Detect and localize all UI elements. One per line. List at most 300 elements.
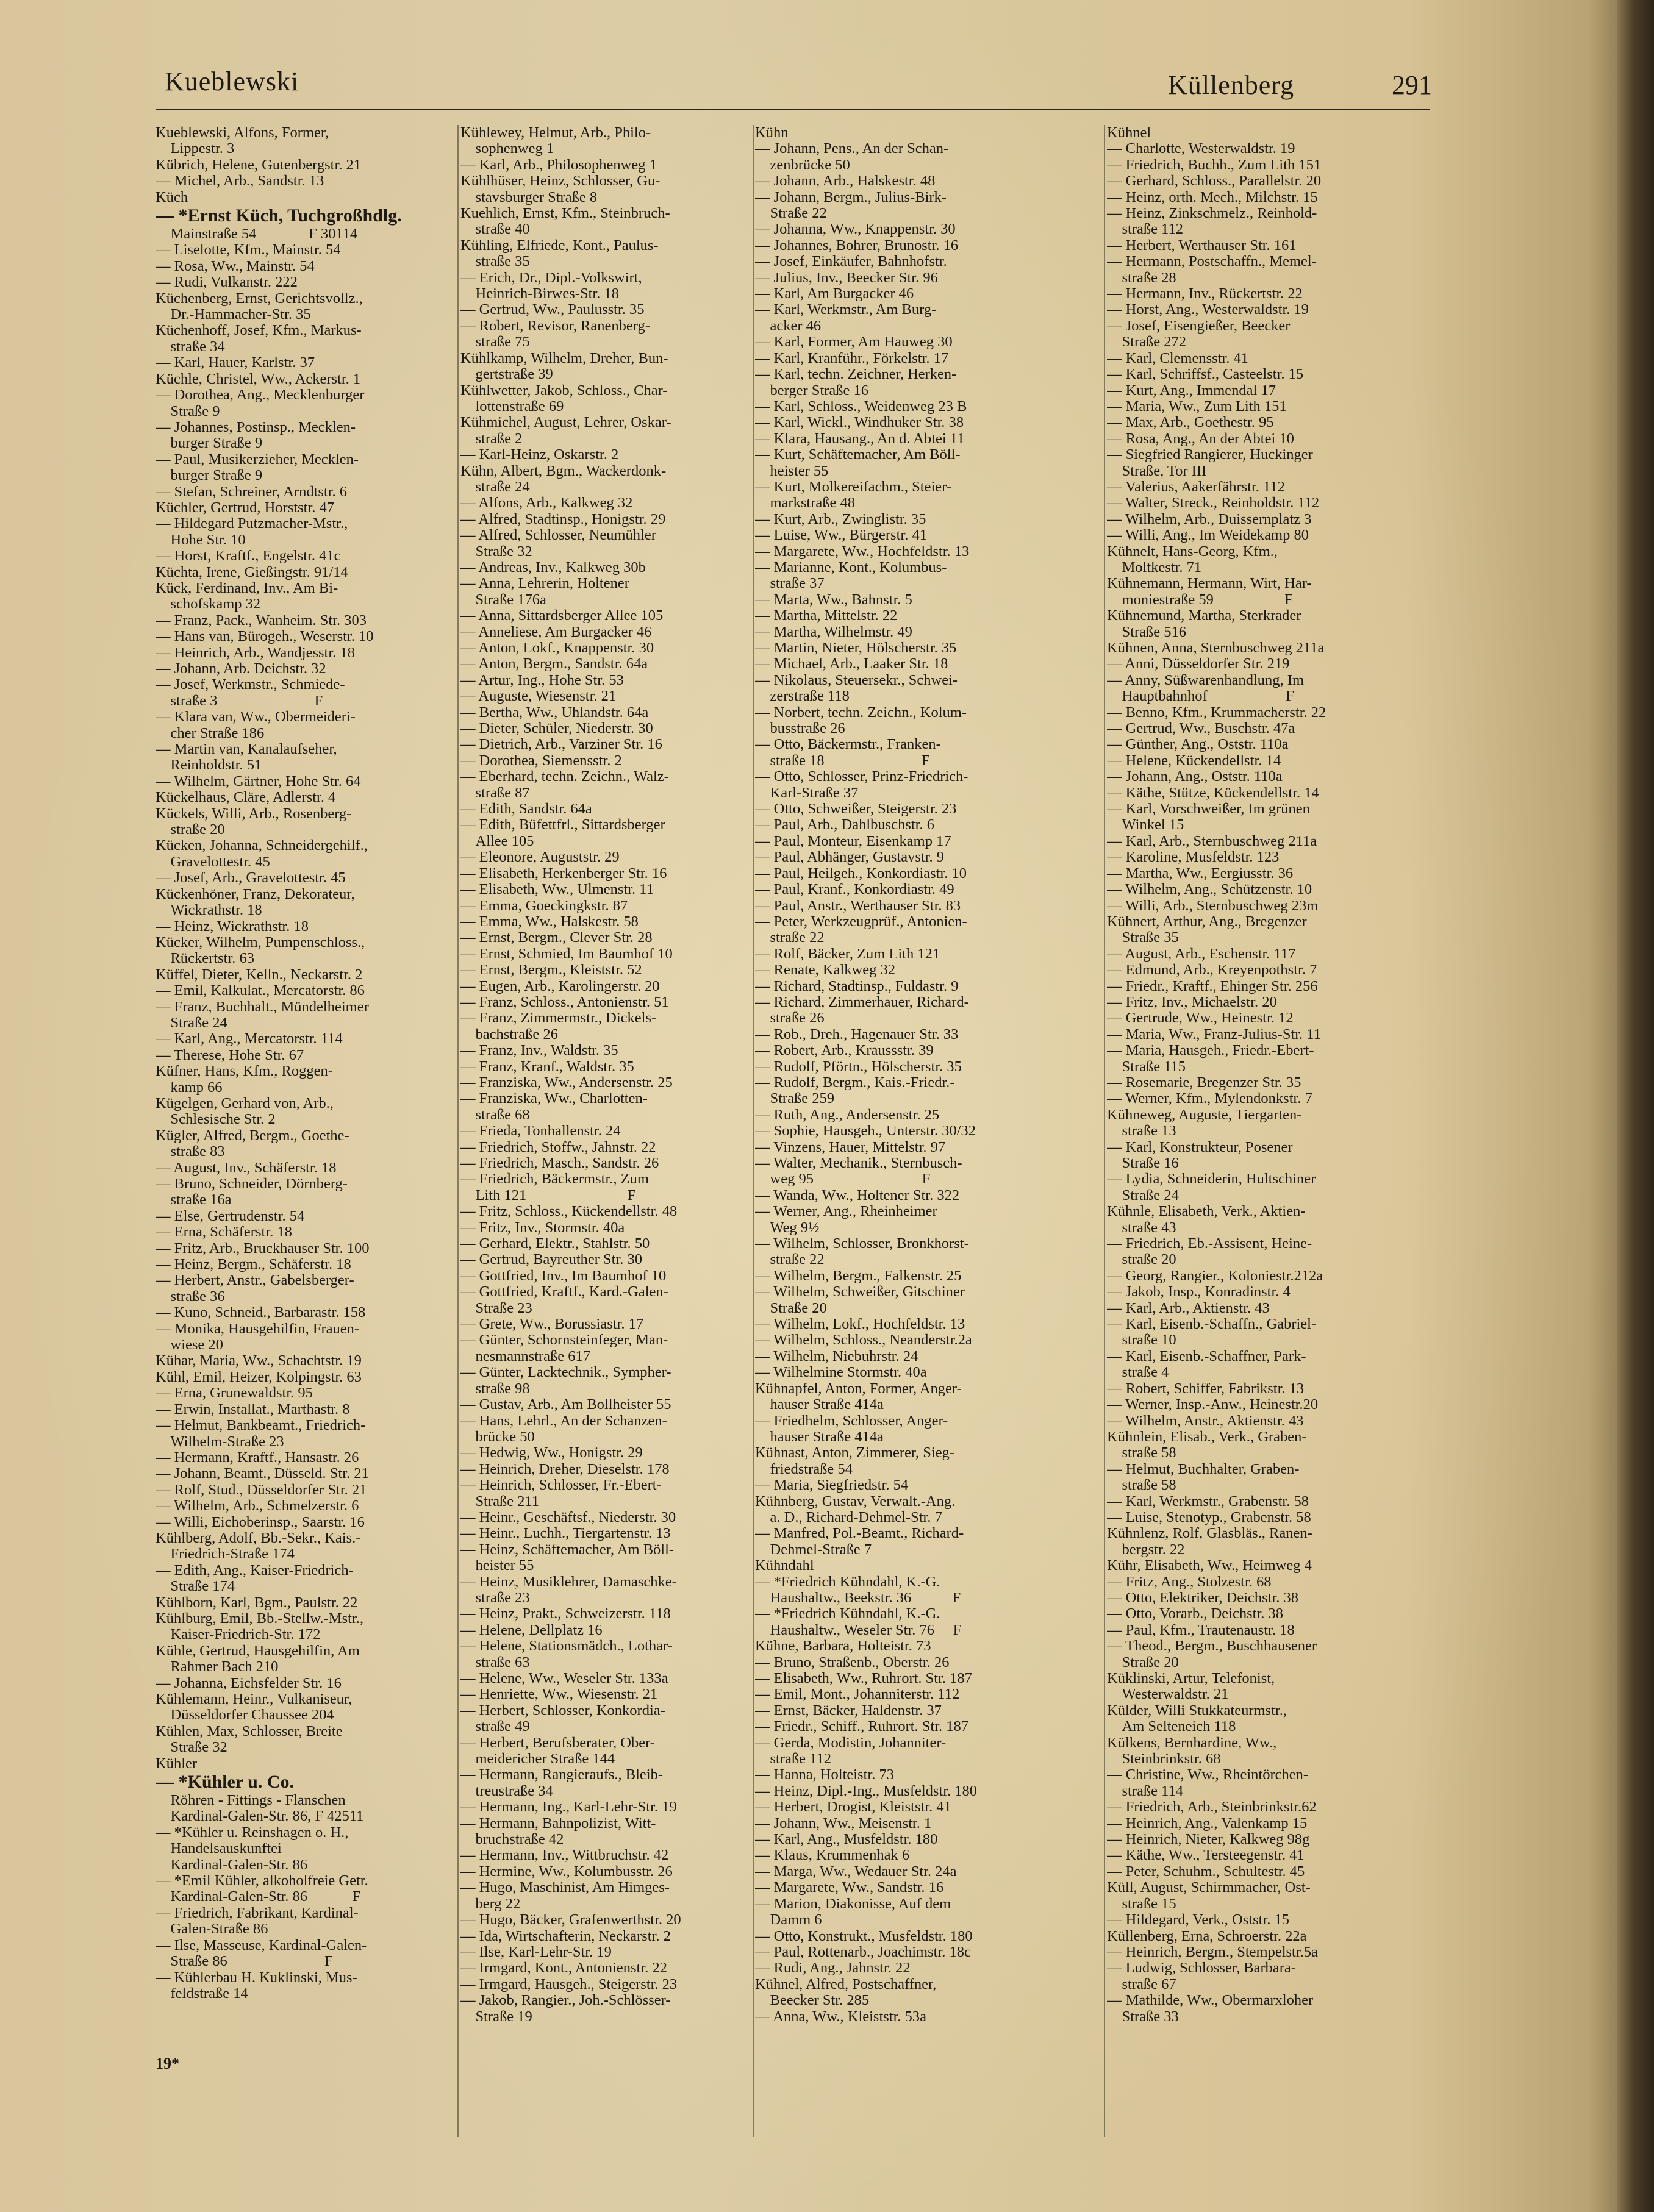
directory-entry-line: Hohe Str. 10	[156, 531, 246, 548]
directory-entry-line: — Heinz, Musiklehrer, Damaschke-	[460, 1573, 677, 1590]
directory-entry-line: straße 26	[755, 1010, 825, 1027]
directory-entry-line: — Käthe, Ww., Tersteegenstr. 41	[1107, 1847, 1305, 1864]
directory-entry-line: — Emil, Kalkulat., Mercatorstr. 86	[156, 982, 365, 999]
directory-entry-line: — Johann, Arb. Deichstr. 32	[156, 660, 326, 677]
directory-entry-line: Kühmichel, August, Lehrer, Oskar-	[460, 414, 671, 431]
directory-entry-line: — Erwin, Installat., Marthastr. 8	[156, 1400, 350, 1418]
directory-entry-line: — Frieda, Tonhallenstr. 24	[460, 1122, 621, 1140]
directory-entry-line: — Gerhard, Elektr., Stahlstr. 50	[460, 1235, 650, 1252]
directory-entry-line: — Ilse, Karl-Lehr-Str. 19	[460, 1943, 612, 1960]
directory-entry-line: — Gerhard, Schloss., Parallelstr. 20	[1107, 173, 1322, 190]
directory-entry-line: — Emil, Mont., Johanniterstr. 112	[755, 1686, 960, 1703]
directory-entry-line: — Friedhelm, Schlosser, Anger-	[755, 1412, 948, 1429]
directory-entry-line: — Paul, Musikerzieher, Mecklen-	[156, 451, 359, 468]
directory-entry-line: — Rob., Dreh., Hagenauer Str. 33	[755, 1026, 959, 1043]
directory-entry-line: — Friedrich, Eb.-Assisent, Heine-	[1107, 1235, 1312, 1252]
directory-entry-line: — Elisabeth, Ww., Ruhrort. Str. 187	[755, 1670, 972, 1686]
directory-entry-line: Kügler, Alfred, Bergm., Goethe-	[156, 1127, 349, 1144]
directory-entry-line: Kuehlich, Ernst, Kfm., Steinbruch-	[460, 205, 670, 222]
directory-entry-line: Straße 16	[1107, 1155, 1179, 1171]
directory-entry-line: — Maria, Siegfriedstr. 54	[755, 1477, 909, 1494]
directory-entry-line: — Wilhelm, Arb., Duissernplatz 3	[1107, 510, 1312, 527]
directory-entry-line: straße 49	[460, 1718, 530, 1735]
directory-entry-line: straße 18 F	[755, 752, 930, 769]
directory-entry-line: straße 58	[1107, 1444, 1176, 1461]
directory-entry-line: — *Emil Kühler, alkoholfreie Getr.	[156, 1872, 368, 1889]
directory-entry-line: — Helene, Kückendellstr. 14	[1107, 752, 1281, 769]
directory-entry-line: — Dieter, Schüler, Niederstr. 30	[460, 720, 653, 737]
directory-entry-line: — Karl, Kranführ., Förkelstr. 17	[755, 349, 949, 366]
directory-entry-line: — Karl, Hauer, Karlstr. 37	[156, 354, 315, 371]
directory-entry-line: Kübrich, Helene, Gutenbergstr. 21	[156, 156, 362, 173]
directory-entry-line: — Hermann, Ing., Karl-Lehr-Str. 19	[460, 1799, 677, 1816]
column-3	[755, 125, 1097, 2149]
directory-entry-line: Küchenberg, Ernst, Gerichtsvollz.,	[156, 290, 363, 307]
directory-entry-line: straße 68	[460, 1106, 530, 1123]
directory-entry-line: — Anton, Bergm., Sandstr. 64a	[460, 655, 648, 673]
directory-entry-line: Kückelhaus, Cläre, Adlerstr. 4	[156, 789, 336, 806]
directory-entry-line: Kühnelt, Hans-Georg, Kfm.,	[1107, 543, 1278, 560]
directory-entry-line: — Karl, Arb., Sternbuschweg 211a	[1107, 832, 1317, 849]
directory-entry-line: Straße 259	[755, 1090, 834, 1107]
directory-entry-line: — Karl, Eisenb.-Schaffn., Gabriel-	[1107, 1316, 1317, 1333]
directory-entry-line: — Rolf, Stud., Düsseldorfer Str. 21	[156, 1481, 367, 1498]
directory-entry-line: — Nikolaus, Steuersekr., Schwei-	[755, 671, 958, 688]
directory-entry-line: zerstraße 118	[755, 688, 850, 705]
directory-entry-line: Straße 115	[1107, 1058, 1186, 1075]
directory-entry-line: — Robert, Revisor, Ranenberg-	[460, 317, 650, 334]
directory-entry-line: — Josef, Arb., Gravelottestr. 45	[156, 869, 346, 887]
directory-entry-line: — Martin, Nieter, Hölscherstr. 35	[755, 640, 957, 656]
directory-entry-line: — Hugo, Maschinist, Am Himges-	[460, 1879, 670, 1896]
directory-entry-line: Straße 20	[755, 1299, 827, 1316]
directory-entry-line: — Karl, Schriffsf., Casteelstr. 15	[1107, 366, 1304, 383]
directory-entry-line: — Paul, Rottenarb., Joachimstr. 18c	[755, 1943, 971, 1960]
directory-entry-line: straße 24	[460, 478, 530, 495]
directory-entry-line: Allee 105	[460, 832, 534, 849]
directory-entry-line: — Gottfried, Kraftf., Kard.-Galen-	[460, 1283, 668, 1300]
directory-entry-line: — Herbert, Anstr., Gabelsberger-	[156, 1272, 354, 1289]
directory-entry-line: — Klaus, Krummenhak 6	[755, 1847, 910, 1864]
directory-entry-line: — Franziska, Ww., Charlotten-	[460, 1090, 648, 1107]
directory-entry-line: — Hildegard Putzmacher-Mstr.,	[156, 515, 348, 532]
directory-entry-line: — Heinrich, Schlosser, Fr.-Ebert-	[460, 1477, 662, 1494]
directory-entry-line: — Paul, Monteur, Eisenkamp 17	[755, 832, 951, 849]
directory-entry-line: Kühl, Emil, Heizer, Kolpingstr. 63	[156, 1368, 362, 1385]
directory-entry-line: Kühnlenz, Rolf, Glasbläs., Ranen-	[1107, 1525, 1312, 1542]
directory-entry-line: — Ludwig, Schlosser, Barbara-	[1107, 1960, 1296, 1977]
directory-entry-line: Küllenberg, Erna, Schroerstr. 22a	[1107, 1927, 1307, 1944]
directory-entry-line: — Wilhelm, Anstr., Aktienstr. 43	[1107, 1412, 1304, 1429]
directory-entry-line: — Karl, Vorschweißer, Im grünen	[1107, 801, 1310, 818]
directory-entry-line: Steinbrinkstr. 68	[1107, 1750, 1221, 1768]
directory-entry-line: — Eberhard, techn. Zeichn., Walz-	[460, 768, 669, 785]
directory-entry-line: Kühnapfel, Anton, Former, Anger-	[755, 1380, 962, 1397]
directory-entry-line: — Hugo, Bäcker, Grafenwerthstr. 20	[460, 1911, 681, 1928]
directory-entry-line: — Margarete, Ww., Hochfeldstr. 13	[755, 543, 970, 560]
directory-entry-line: — Erich, Dr., Dipl.-Volkswirt,	[460, 269, 642, 286]
directory-entry-line: — Hermann, Bahnpolizist, Witt-	[460, 1814, 656, 1832]
directory-entry-line: Kühlburg, Emil, Bb.-Stellw.-Mstr.,	[156, 1610, 363, 1627]
directory-entry-line: — Gottfried, Inv., Im Baumhof 10	[460, 1267, 667, 1284]
directory-entry-line: — Wilhelmine Stormstr. 40a	[755, 1364, 927, 1381]
directory-entry-line: — Henriette, Ww., Wiesenstr. 21	[460, 1686, 658, 1703]
directory-entry-line: — Anna, Lehrerin, Holtener	[460, 575, 629, 592]
directory-entry-line: — Wilhelm, Bergm., Falkenstr. 25	[755, 1267, 962, 1284]
directory-entry-line: straße 10	[1107, 1332, 1176, 1349]
directory-entry-line: — Herbert, Drogist, Kleiststr. 41	[755, 1799, 951, 1816]
directory-entry-line: — Charlotte, Westerwaldstr. 19	[1107, 140, 1295, 157]
directory-entry-line: — Heinrich, Bergm., Stempelstr.5a	[1107, 1943, 1318, 1960]
directory-entry-line: — Otto, Konstrukt., Musfeldstr. 180	[755, 1927, 973, 1944]
directory-entry-line: — Karl-Heinz, Oskarstr. 2	[460, 446, 619, 463]
directory-entry-line: — Walter, Mechanik., Sternbusch-	[755, 1155, 962, 1171]
directory-entry-line: — Karl, Ang., Mercatorstr. 114	[156, 1030, 343, 1047]
directory-entry-line: — Franz, Pack., Wanheim. Str. 303	[156, 612, 367, 629]
directory-entry-line: — Karl, Schloss., Weidenweg 23 B	[755, 398, 967, 415]
column-4	[1107, 125, 1448, 2149]
directory-entry-line: — Johann, Ang., Oststr. 110a	[1107, 768, 1283, 785]
directory-entry-line: — Lydia, Schneiderin, Hultschiner	[1107, 1171, 1316, 1188]
directory-entry-line: — Kurt, Ang., Immendal 17	[1107, 382, 1276, 399]
directory-entry-line: straße 58	[1107, 1477, 1176, 1494]
directory-entry-line: Kückels, Willi, Arb., Rosenberg-	[156, 805, 352, 822]
directory-entry-line: — Luise, Stenotyp., Grabenstr. 58	[1107, 1508, 1311, 1525]
directory-entry-line: — Ernst, Schmied, Im Baumhof 10	[460, 945, 673, 962]
directory-entry-line: — Heinz, Prakt., Schweizerstr. 118	[460, 1605, 671, 1622]
directory-entry-line: — Max, Arb., Goethestr. 95	[1107, 414, 1274, 431]
directory-entry-line: burger Straße 9	[156, 435, 263, 452]
directory-entry-line: — Luise, Ww., Bürgerstr. 41	[755, 527, 927, 544]
directory-entry-line: straße 63	[460, 1654, 530, 1671]
directory-entry-line: — Kurt, Molkereifachm., Steier-	[755, 478, 951, 495]
directory-entry-line: — Johann, Bergm., Julius-Birk-	[755, 188, 947, 205]
directory-entry-line: Kühnel	[1107, 125, 1151, 141]
directory-entry-line: a. D., Richard-Dehmel-Str. 7	[755, 1508, 942, 1525]
directory-entry-line: — Therese, Hohe Str. 67	[156, 1046, 304, 1063]
directory-entry-line: Kückenhöner, Franz, Dekorateur,	[156, 885, 355, 902]
directory-entry-line: — Valerius, Aakerfährstr. 112	[1107, 478, 1285, 495]
directory-entry-line: — Anneliese, Am Burgacker 46	[460, 623, 652, 640]
directory-entry-line: — Marianne, Kont., Kolumbus-	[755, 558, 947, 576]
directory-entry-line: — Hermann, Inv., Wittbruchstr. 42	[460, 1847, 669, 1864]
directory-entry-line: weg 95 F	[755, 1171, 931, 1188]
directory-entry-line: — Edith, Ang., Kaiser-Friedrich-	[156, 1561, 354, 1579]
directory-entry-line: Kühndahl	[755, 1557, 814, 1574]
directory-entry-line: — *Kühler u. Co.	[156, 1772, 294, 1793]
directory-entry-line: Haushaltw., Weseler Str. 76 F	[755, 1621, 962, 1638]
directory-entry-line: Kardinal-Galen-Str. 86, F 42511	[156, 1808, 364, 1825]
directory-entry-line: Külder, Willi Stukkateurmstr.,	[1107, 1702, 1287, 1719]
directory-entry-line: — Karl, Werkmstr., Am Burg-	[755, 301, 937, 318]
directory-entry-line: — Johanna, Ww., Knappenstr. 30	[755, 221, 956, 238]
directory-entry-line: Wickrathstr. 18	[156, 902, 262, 919]
directory-entry-line: straße 43	[1107, 1219, 1176, 1236]
directory-entry-line: gertstraße 39	[460, 366, 553, 383]
directory-entry-line: hauser Straße 414a	[755, 1428, 884, 1445]
directory-entry-line: — Werner, Ang., Rheinheimer	[755, 1203, 937, 1220]
directory-entry-line: straße 67	[1107, 1975, 1176, 1993]
directory-entry-line: — Karl, Werkmstr., Grabenstr. 58	[1107, 1493, 1309, 1510]
directory-entry-line: lottenstraße 69	[460, 398, 564, 415]
directory-entry-line: — Fritz, Schloss., Kückendellstr. 48	[460, 1203, 678, 1220]
column-divider	[1104, 125, 1105, 2137]
directory-entry-line: — Richard, Stadtinsp., Fuldastr. 9	[755, 977, 959, 994]
directory-entry-line: — Wilhelm, Arb., Schmelzerstr. 6	[156, 1497, 359, 1515]
directory-entry-line: Damm 6	[755, 1911, 822, 1928]
directory-entry-line: Kühnemund, Martha, Sterkrader	[1107, 607, 1301, 624]
directory-entry-line: straße 40	[460, 221, 530, 238]
directory-entry-line: — Otto, Schweißer, Steigerstr. 23	[755, 801, 957, 818]
directory-entry-line: Kücken, Johanna, Schneidergehilf.,	[156, 837, 368, 854]
directory-entry-line: — Anna, Sittardsberger Allee 105	[460, 607, 664, 624]
directory-entry-line: schofskamp 32	[156, 596, 261, 613]
directory-entry-line: — Ilse, Masseuse, Kardinal-Galen-	[156, 1936, 367, 1953]
directory-entry-line: — Emma, Ww., Halskestr. 58	[460, 913, 639, 930]
directory-entry-line: — Anna, Ww., Kleiststr. 53a	[755, 2008, 927, 2025]
directory-entry-line: — Gertrud, Bayreuther Str. 30	[460, 1251, 643, 1268]
directory-entry-line: — Else, Gertrudenstr. 54	[156, 1207, 305, 1224]
directory-entry-line: Kühling, Elfriede, Kont., Paulus-	[460, 237, 659, 254]
directory-entry-line: — Franziska, Ww., Andersenstr. 25	[460, 1074, 673, 1091]
directory-entry-line: stavsburger Straße 8	[460, 188, 598, 205]
directory-entry-line: Straße 272	[1107, 334, 1186, 351]
directory-entry-line: straße 36	[156, 1288, 225, 1305]
directory-entry-line: — Michel, Arb., Sandstr. 13	[156, 173, 324, 190]
directory-entry-line: — Herbert, Berufsberater, Ober-	[460, 1734, 655, 1751]
directory-entry-line: straße 98	[460, 1380, 530, 1397]
directory-entry-line: — Martin van, Kanalaufseher,	[156, 741, 337, 758]
directory-entry-line: — Franz, Buchhalt., Mündelheimer	[156, 998, 369, 1015]
directory-entry-line: — Paul, Anstr., Werthauser Str. 83	[755, 897, 961, 914]
directory-entry-line: — Renate, Kalkweg 32	[755, 962, 895, 979]
directory-entry-line: — Christine, Ww., Rheintörchen-	[1107, 1766, 1309, 1783]
directory-entry-line: — Maria, Ww., Zum Lith 151	[1107, 398, 1287, 415]
directory-entry-line: Galen-Straße 86	[156, 1921, 268, 1938]
directory-entry-line: — Willi, Ang., Im Weidekamp 80	[1107, 527, 1309, 544]
directory-entry-line: straße 13	[1107, 1122, 1176, 1140]
directory-entry-line: — Johann, Beamt., Düsseld. Str. 21	[156, 1465, 369, 1482]
directory-entry-line: — Friedrich, Buchh., Zum Lith 151	[1107, 156, 1322, 173]
directory-entry-line: straße 112	[1107, 221, 1183, 238]
directory-entry-line: Röhren - Fittings - Flanschen	[156, 1792, 346, 1809]
directory-entry-line: — Julius, Inv., Beecker Str. 96	[755, 269, 938, 286]
directory-entry-line: Friedrich-Straße 174	[156, 1546, 295, 1563]
directory-entry-line: — Helmut, Bankbeamt., Friedrich-	[156, 1417, 366, 1434]
directory-entry-line: — Klara van, Ww., Obermeideri-	[156, 708, 356, 726]
directory-entry-line: Kühneweg, Auguste, Tiergarten-	[1107, 1106, 1302, 1123]
directory-entry-line: Rahmer Bach 210	[156, 1658, 279, 1675]
directory-entry-line: — Heinrich, Dreher, Dieselstr. 178	[460, 1460, 670, 1477]
directory-entry-line: sophenweg 1	[460, 140, 554, 157]
directory-entry-line: — Heinz, Wickrathstr. 18	[156, 918, 309, 935]
directory-entry-line: — Johann, Arb., Halskestr. 48	[755, 173, 936, 190]
directory-entry-line: — Gertrud, Ww., Buschstr. 47a	[1107, 720, 1295, 737]
directory-entry-line: Kühlwetter, Jakob, Schloss., Char-	[460, 382, 668, 399]
directory-entry-line: — Johanna, Eichsfelder Str. 16	[156, 1674, 342, 1691]
directory-entry-line: Am Selteneich 118	[1107, 1718, 1236, 1735]
directory-entry-line: — Heinz, orth. Mech., Milchstr. 15	[1107, 188, 1318, 205]
directory-entry-line: straße 20	[1107, 1251, 1176, 1268]
directory-entry-line: — Hanna, Holteistr. 73	[755, 1766, 894, 1783]
directory-entry-line: — Karl, techn. Zeichner, Herken-	[755, 366, 957, 383]
directory-entry-line: — Johannes, Postinsp., Mecklen-	[156, 418, 356, 435]
directory-entry-line: Straße 9	[156, 402, 220, 419]
directory-entry-line: Gravelottestr. 45	[156, 853, 270, 870]
directory-entry-line: Kühnle, Elisabeth, Verk., Aktien-	[1107, 1203, 1306, 1220]
directory-entry-line: — Jakob, Insp., Konradinstr. 4	[1107, 1283, 1291, 1300]
directory-entry-line: Küch	[156, 188, 188, 205]
directory-entry-line: — Werner, Insp.-Anw., Heinestr.20	[1107, 1396, 1319, 1413]
directory-entry-line: heister 55	[460, 1557, 534, 1574]
directory-entry-line: — Helene, Ww., Weseler Str. 133a	[460, 1670, 668, 1686]
directory-entry-line: — Friedrich, Fabrikant, Kardinal-	[156, 1904, 359, 1921]
directory-entry-line: — *Ernst Küch, Tuchgroßhdlg.	[156, 205, 402, 226]
directory-entry-line: burger Straße 9	[156, 467, 263, 484]
directory-entry-line: Mainstraße 54 F 30114	[156, 226, 358, 243]
directory-entry-line: — Rolf, Bäcker, Zum Lith 121	[755, 945, 940, 962]
directory-entry-line: straße 15	[1107, 1895, 1176, 1912]
directory-entry-line: — Heinr., Geschäftsf., Niederstr. 30	[460, 1508, 676, 1525]
directory-entry-line: — Kurt, Arb., Zwinglistr. 35	[755, 510, 926, 527]
directory-entry-line: Straße 32	[460, 543, 532, 560]
directory-entry-line: meidericher Straße 144	[460, 1750, 615, 1768]
directory-entry-line: — Rosa, Ww., Mainstr. 54	[156, 257, 315, 274]
directory-entry-line: zenbrücke 50	[755, 156, 850, 173]
directory-entry-line: — Elisabeth, Herkenberger Str. 16	[460, 865, 667, 882]
directory-entry-line: — Bruno, Straßenb., Oberstr. 26	[755, 1654, 950, 1671]
directory-entry-line: Westerwaldstr. 21	[1107, 1686, 1229, 1703]
directory-entry-line: — Rosemarie, Bregenzer Str. 35	[1107, 1074, 1301, 1091]
directory-entry-line: — Edith, Sandstr. 64a	[460, 801, 592, 818]
directory-entry-line: — Sophie, Hausgeh., Unterstr. 30/32	[755, 1122, 976, 1140]
directory-entry-line: — Anni, Düsseldorfer Str. 219	[1107, 655, 1290, 673]
directory-entry-line: — Fritz, Inv., Michaelstr. 20	[1107, 993, 1277, 1010]
directory-entry-line: Straße 174	[156, 1578, 235, 1595]
directory-entry-line: Straße 23	[460, 1299, 532, 1316]
directory-entry-line: Straße 19	[460, 2008, 532, 2025]
directory-entry-line: — Hildegard, Verk., Oststr. 15	[1107, 1911, 1289, 1928]
directory-entry-line: — Franz, Zimmermstr., Dickels-	[460, 1010, 657, 1027]
directory-entry-line: — Karoline, Musfeldstr. 123	[1107, 849, 1280, 866]
directory-entry-line: — Richard, Zimmerhauer, Richard-	[755, 993, 969, 1010]
directory-entry-line: — Heinrich, Ang., Valenkamp 15	[1107, 1814, 1308, 1832]
directory-entry-line: — Robert, Arb., Kraussstr. 39	[755, 1042, 934, 1059]
directory-entry-line: — Siegfried Rangierer, Huckinger	[1107, 446, 1313, 463]
directory-entry-line: Straße 20	[1107, 1654, 1179, 1671]
directory-entry-line: Lith 121 F	[460, 1186, 636, 1204]
directory-entry-line: — Erna, Schäferstr. 18	[156, 1224, 292, 1241]
directory-entry-line: heister 55	[755, 462, 829, 479]
directory-entry-line: brücke 50	[460, 1428, 535, 1445]
directory-entry-line: — Hermann, Inv., Rückertstr. 22	[1107, 285, 1303, 302]
directory-entry-line: — Karl, Wickl., Windhuker Str. 38	[755, 414, 964, 431]
directory-entry-line: — Friedr., Kraftf., Ehinger Str. 256	[1107, 977, 1318, 994]
directory-entry-line: straße 2	[460, 430, 523, 447]
directory-entry-line: treustraße 34	[460, 1782, 553, 1799]
directory-entry-line: Küffel, Dieter, Kelln., Neckarstr. 2	[156, 966, 363, 983]
directory-entry-line: — Alfred, Schlosser, Neumühler	[460, 527, 656, 544]
directory-entry-line: Straße, Tor III	[1107, 462, 1207, 479]
directory-entry-line: — Erna, Grunewaldstr. 95	[156, 1385, 313, 1402]
directory-entry-line: straße 83	[156, 1143, 225, 1160]
directory-entry-line: — Franz, Schloss., Antonienstr. 51	[460, 993, 669, 1010]
directory-entry-line: — Dietrich, Arb., Varziner Str. 16	[460, 736, 662, 753]
directory-entry-line: Kück, Ferdinand, Inv., Am Bi-	[156, 579, 338, 596]
directory-entry-line: — Eugen, Arb., Karolingerstr. 20	[460, 977, 660, 994]
directory-entry-line: — Willi, Arb., Sternbuschweg 23m	[1107, 897, 1319, 914]
directory-entry-line: — Bruno, Schneider, Dörnberg-	[156, 1176, 348, 1192]
book-spine	[1617, 0, 1654, 2212]
header-left-keyword: Kueblewski	[165, 66, 299, 96]
directory-entry-line: — Paul, Kfm., Trautenaustr. 18	[1107, 1621, 1295, 1638]
directory-entry-line: — Martha, Ww., Eergiusstr. 36	[1107, 865, 1294, 882]
directory-entry-line: Kühlhüser, Heinz, Schlosser, Gu-	[460, 173, 661, 190]
directory-entry-line: — Robert, Schiffer, Fabrikstr. 13	[1107, 1380, 1305, 1397]
directory-entry-line: — Walter, Streck., Reinholdstr. 112	[1107, 494, 1320, 512]
directory-entry-line: Winkel 15	[1107, 816, 1184, 833]
directory-entry-line: Kühnen, Anna, Sternbuschweg 211a	[1107, 640, 1325, 656]
directory-entry-line: Kardinal-Galen-Str. 86 F	[156, 1888, 361, 1905]
directory-entry-line: bergstr. 22	[1107, 1541, 1185, 1558]
directory-entry-line: — Maria, Ww., Franz-Julius-Str. 11	[1107, 1026, 1321, 1043]
directory-entry-line: Rückertstr. 63	[156, 950, 254, 967]
directory-entry-line: — Gertrud, Ww., Paulusstr. 35	[460, 301, 645, 318]
directory-entry-line: Weg 9½	[755, 1219, 820, 1236]
directory-entry-line: Kühlkamp, Wilhelm, Dreher, Bun-	[460, 349, 668, 366]
directory-entry-line: berg 22	[460, 1895, 521, 1912]
directory-entry-line: — Hermann, Kraftf., Hansastr. 26	[156, 1449, 359, 1466]
directory-entry-line: Hauptbahnhof F	[1107, 688, 1294, 705]
directory-entry-line: Moltkestr. 71	[1107, 558, 1202, 576]
directory-entry-line: — Fritz, Arb., Bruckhauser Str. 100	[156, 1240, 370, 1257]
directory-entry-line: Kühnberg, Gustav, Verwalt.-Ang.	[755, 1493, 956, 1510]
directory-entry-line: — Marion, Diakonisse, Auf dem	[755, 1895, 951, 1912]
directory-entry-line: Kühnert, Arthur, Ang., Bregenzer	[1107, 913, 1307, 930]
directory-entry-line: berger Straße 16	[755, 382, 868, 399]
directory-entry-line: — Josef, Einkäufer, Bahnhofstr.	[755, 253, 947, 270]
directory-entry-line: Kühnast, Anton, Zimmerer, Sieg-	[755, 1444, 954, 1461]
directory-entry-line: — Rudolf, Bergm., Kais.-Friedr.-	[755, 1074, 955, 1091]
directory-entry-line: — Gustav, Arb., Am Bollheister 55	[460, 1396, 671, 1413]
directory-entry-line: — Johann, Ww., Meisenstr. 1	[755, 1814, 932, 1832]
directory-entry-line: — Auguste, Wiesenstr. 21	[460, 688, 617, 705]
directory-entry-line: — Günther, Ang., Oststr. 110a	[1107, 736, 1289, 753]
directory-entry-line: — Bertha, Ww., Uhlandstr. 64a	[460, 704, 649, 721]
directory-entry-line: — Monika, Hausgehilfin, Frauen-	[156, 1320, 360, 1337]
directory-entry-line: Straße 35	[1107, 929, 1179, 946]
directory-entry-line: — Günter, Lacktechnik., Sympher-	[460, 1364, 671, 1381]
directory-entry-line: — Karl, Arb., Philosophenweg 1	[460, 156, 657, 173]
directory-entry-line: straße 114	[1107, 1782, 1183, 1799]
directory-entry-line: — Heinr., Luchh., Tiergartenstr. 13	[460, 1525, 671, 1542]
directory-entry-line: — Josef, Werkmstr., Schmiede-	[156, 676, 345, 693]
directory-entry-line: Kühne, Barbara, Holteistr. 73	[755, 1638, 931, 1655]
directory-entry-line: straße 23	[460, 1589, 530, 1606]
directory-entry-line: — Wilhelm, Schlosser, Bronkhorst-	[755, 1235, 969, 1252]
directory-entry-line: cher Straße 186	[156, 724, 265, 741]
directory-entry-line: — Dorothea, Ang., Mecklenburger	[156, 387, 365, 404]
directory-entry-line: — Klara, Hausang., An d. Abtei 11	[755, 430, 965, 447]
directory-entry-line: Straße 86 F	[156, 1953, 333, 1970]
directory-entry-line: hauser Straße 414a	[755, 1396, 884, 1413]
directory-entry-line: — Kuno, Schneid., Barbarastr. 158	[156, 1304, 366, 1321]
directory-entry-line: — Norbert, techn. Zeichn., Kolum-	[755, 704, 967, 721]
directory-entry-line: — Heinrich, Arb., Wandjesstr. 18	[156, 644, 355, 661]
directory-entry-line: — Friedrich, Arb., Steinbrinkstr.62	[1107, 1799, 1317, 1816]
sheet-signature: 19*	[156, 2055, 179, 2072]
directory-entry-line: — Jakob, Rangier., Joh.-Schlösser-	[460, 1992, 671, 2009]
